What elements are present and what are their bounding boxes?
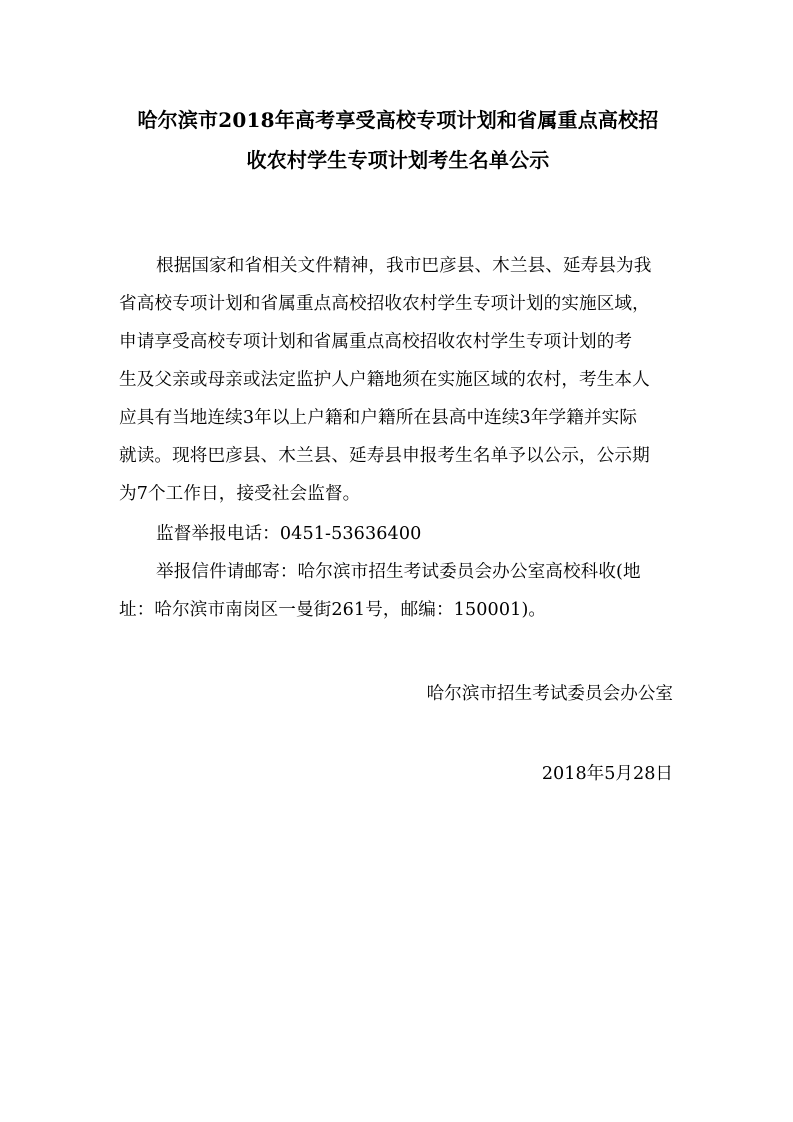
paragraph-line-5: 应具有当地连续3年以上户籍和户籍所在县高中连续3年学籍并实际 — [119, 408, 638, 428]
paragraph-line-6: 就读。现将巴彦县、木兰县、延寿县申报考生名单予以公示，公示期 — [119, 446, 650, 466]
signature: 哈尔滨市招生考试委员会办公室 — [426, 684, 673, 704]
mail-line-1: 举报信件请邮寄：哈尔滨市招生考试委员会办公室高校科收(地 — [156, 562, 641, 582]
paragraph-line-1: 根据国家和省相关文件精神，我市巴彦县、木兰县、延寿县为我 — [156, 256, 652, 276]
document-title-line-1: 哈尔滨市2018年高考享受高校专项计划和省属重点高校招 — [137, 108, 659, 132]
mail-line-2: 址：哈尔滨市南岗区一曼街261号，邮编：150001)。 — [119, 600, 547, 620]
hotline-line: 监督举报电话：0451-53636400 — [156, 524, 422, 544]
paragraph-line-2: 省高校专项计划和省属重点高校招收农村学生专项计划的实施区域， — [119, 294, 650, 314]
paragraph-line-4: 生及父亲或母亲或法定监护人户籍地须在实施区域的农村，考生本人 — [119, 370, 650, 390]
date: 2018年5月28日 — [541, 764, 673, 784]
paragraph-line-7: 为7个工作日，接受社会监督。 — [119, 484, 361, 504]
paragraph-line-3: 申请享受高校专项计划和省属重点高校招收农村学生专项计划的考 — [119, 332, 633, 352]
document-title-line-2: 收农村学生专项计划考生名单公示 — [246, 148, 550, 172]
